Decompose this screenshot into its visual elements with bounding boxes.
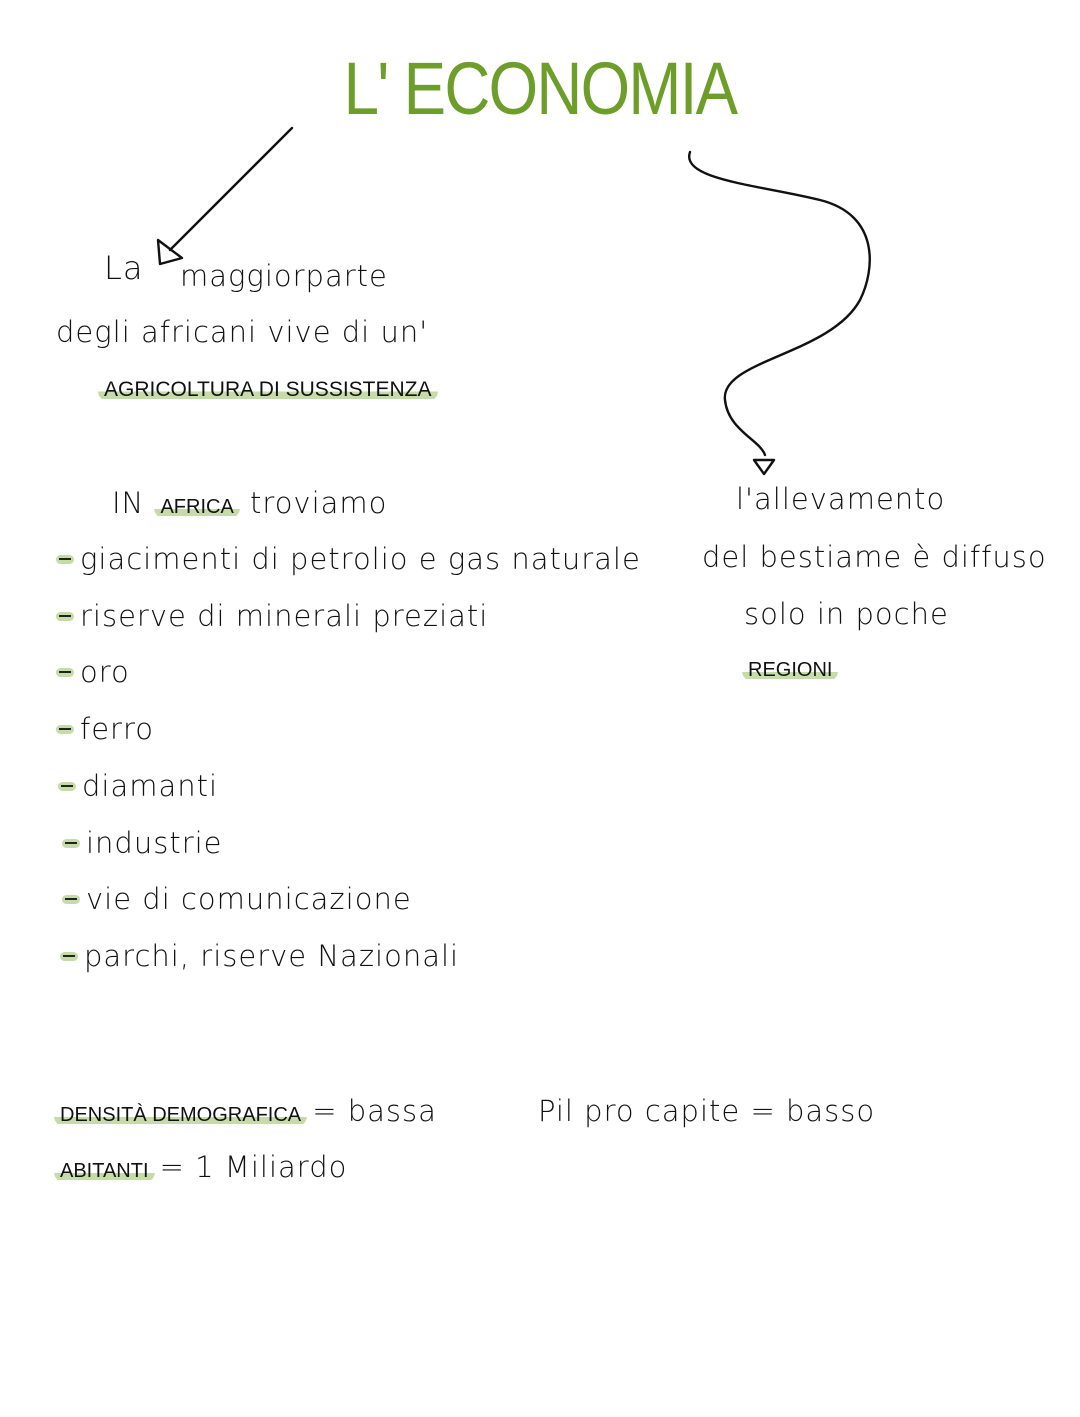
density-label: DENSITÀ DEMOGRAFICA (54, 1104, 307, 1126)
list-item: giacimenti di petrolio e gas naturale (56, 545, 641, 574)
right-branch-line3: solo in poche (744, 597, 949, 631)
list-item: ferro (56, 715, 154, 744)
density-value: = bassa (312, 1094, 437, 1128)
regions-highlight: REGIONI (742, 660, 838, 680)
left-arrow-head (158, 240, 182, 264)
left-branch-la: La (104, 249, 144, 287)
inhabitants-label: ABITANTI (54, 1160, 155, 1182)
inhabitants-stat (54, 1150, 348, 1184)
right-branch-line2: del bestiame è diffuso (702, 540, 1047, 574)
right-branch-line1: l'allevamento (736, 482, 946, 516)
right-arrow-head (754, 460, 774, 474)
inhabitants-value: = 1 Miliardo (159, 1150, 348, 1184)
gdp-per-capita-stat: Pil pro capite = basso (538, 1094, 876, 1128)
list-item: oro (56, 658, 130, 687)
left-branch-majority: maggiorparte (180, 259, 388, 293)
left-arrow-line (170, 128, 292, 250)
list-item: industrie (62, 829, 223, 858)
list-item: parchi, riserve Nazionali (60, 942, 459, 971)
right-arrow-curve (689, 152, 870, 455)
list-item: vie di comunicazione (62, 885, 412, 914)
list-item: diamanti (58, 772, 218, 801)
list-item: riserve di minerali preziati (56, 602, 488, 631)
resources-intro: IN AFRICA troviamo (112, 486, 388, 520)
density-stat (54, 1094, 437, 1128)
left-branch-line2: degli africani vive di un' (56, 315, 429, 349)
page-title: L' ECONOMIA (343, 47, 737, 130)
subsistence-agriculture-highlight: AGRICOLTURA DI SUSSISTENZA (98, 379, 438, 400)
africa-highlight: AFRICA (154, 496, 239, 518)
